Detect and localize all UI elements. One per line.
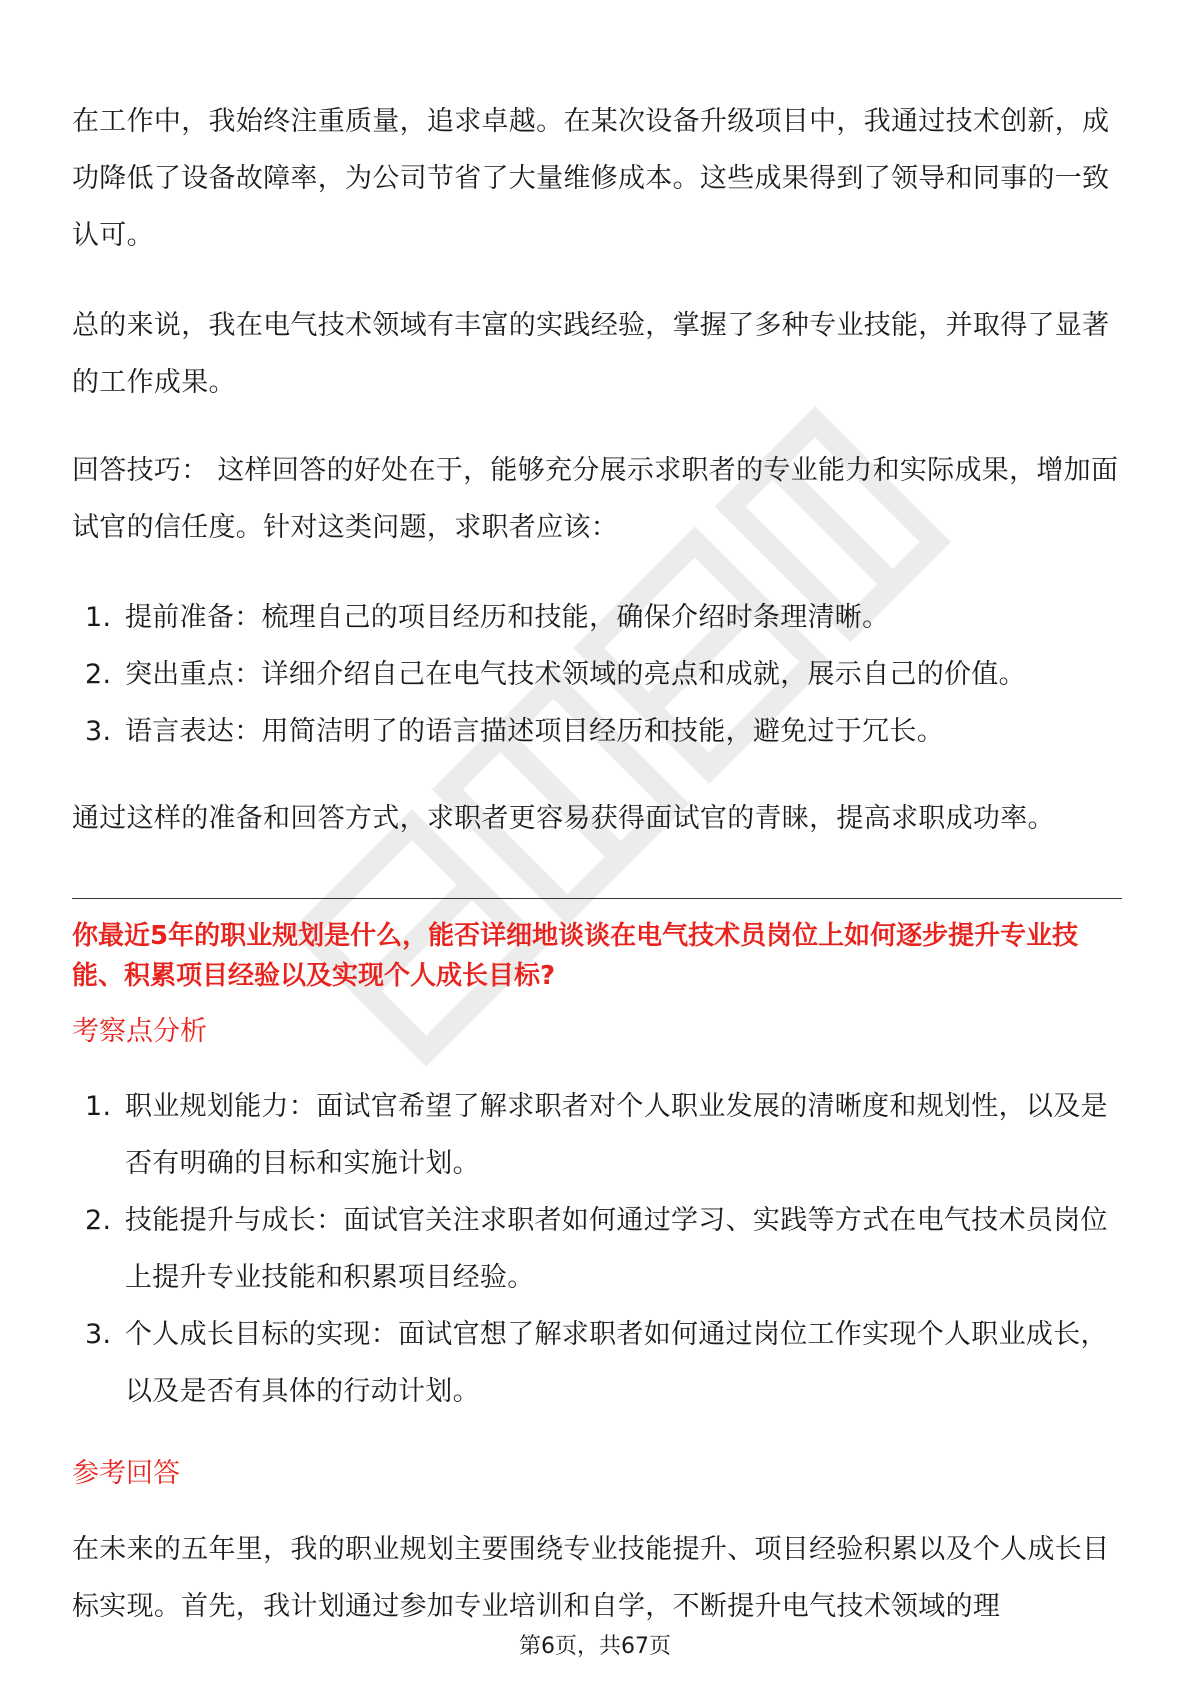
paragraph-work-quality: 在工作中，我始终注重质量，追求卓越。在某次设备升级项目中，我通过技术创新，成功降低了设备故障率，为公司节省了大量维修成本。这些成果得到了领导和同事的一致认可。	[72, 106, 1110, 251]
list-item	[72, 589, 1122, 646]
list-text: 突出重点：详细介绍自己在电气技术领域的亮点和成就，展示自己的价值。	[125, 659, 1026, 690]
analysis-list	[72, 1078, 1122, 1420]
list-text: 个人成长目标的实现：面试官想了解求职者如何通过岗位工作实现个人职业成长，以及是否有具体的行动计划。	[125, 1319, 1108, 1407]
list-number: 3.	[85, 716, 112, 747]
list-text: 技能提升与成长：面试官关注求职者如何通过学习、实践等方式在电气技术员岗位上提升专业技能和积累项目经验。	[125, 1205, 1108, 1293]
list-text: 语言表达：用简洁明了的语言描述项目经历和技能，避免过于冗长。	[125, 716, 944, 747]
page-number: 第6页，共67页	[519, 1634, 671, 1659]
section-divider	[72, 898, 1122, 899]
question-title: 你最近5年的职业规划是什么，能否详细地谈谈在电气技术员岗位上如何逐步提升专业技能、积累项目经验以及实现个人成长目标?	[72, 921, 1079, 991]
paragraph-summary: 总的来说，我在电气技术领域有丰富的实践经验，掌握了多种专业技能，并取得了显著的工作成果。	[72, 310, 1110, 398]
tips-list	[72, 589, 1122, 760]
analysis-heading: 考察点分析	[72, 1016, 207, 1047]
list-number: 2.	[85, 1205, 112, 1236]
paragraph-answer-tips: 回答技巧： 这样回答的好处在于，能够充分展示求职者的专业能力和实际成果，增加面试官的信任度。针对这类问题，求职者应该：	[72, 455, 1119, 543]
list-item	[72, 646, 1122, 703]
answer-heading: 参考回答	[72, 1458, 180, 1489]
list-item	[72, 703, 1122, 760]
list-text: 提前准备：梳理自己的项目经历和技能，确保介绍时条理清晰。	[125, 602, 890, 633]
list-item	[72, 1192, 1122, 1306]
list-number: 1.	[85, 602, 112, 633]
list-text: 职业规划能力：面试官希望了解求职者对个人职业发展的清晰度和规划性，以及是否有明确的目标和实施计划。	[125, 1091, 1108, 1179]
paragraph-conclusion: 通过这样的准备和回答方式，求职者更容易获得面试官的青睐，提高求职成功率。	[72, 803, 1055, 834]
list-number: 2.	[85, 659, 112, 690]
list-number: 3.	[85, 1319, 112, 1350]
list-number: 1.	[85, 1091, 112, 1122]
list-item	[72, 1306, 1122, 1420]
list-item	[72, 1078, 1122, 1192]
paragraph-answer: 在未来的五年里，我的职业规划主要围绕专业技能提升、项目经验积累以及个人成长目标实现。首先，我计划通过参加专业培训和自学，不断提升电气技术领域的理	[72, 1534, 1110, 1622]
